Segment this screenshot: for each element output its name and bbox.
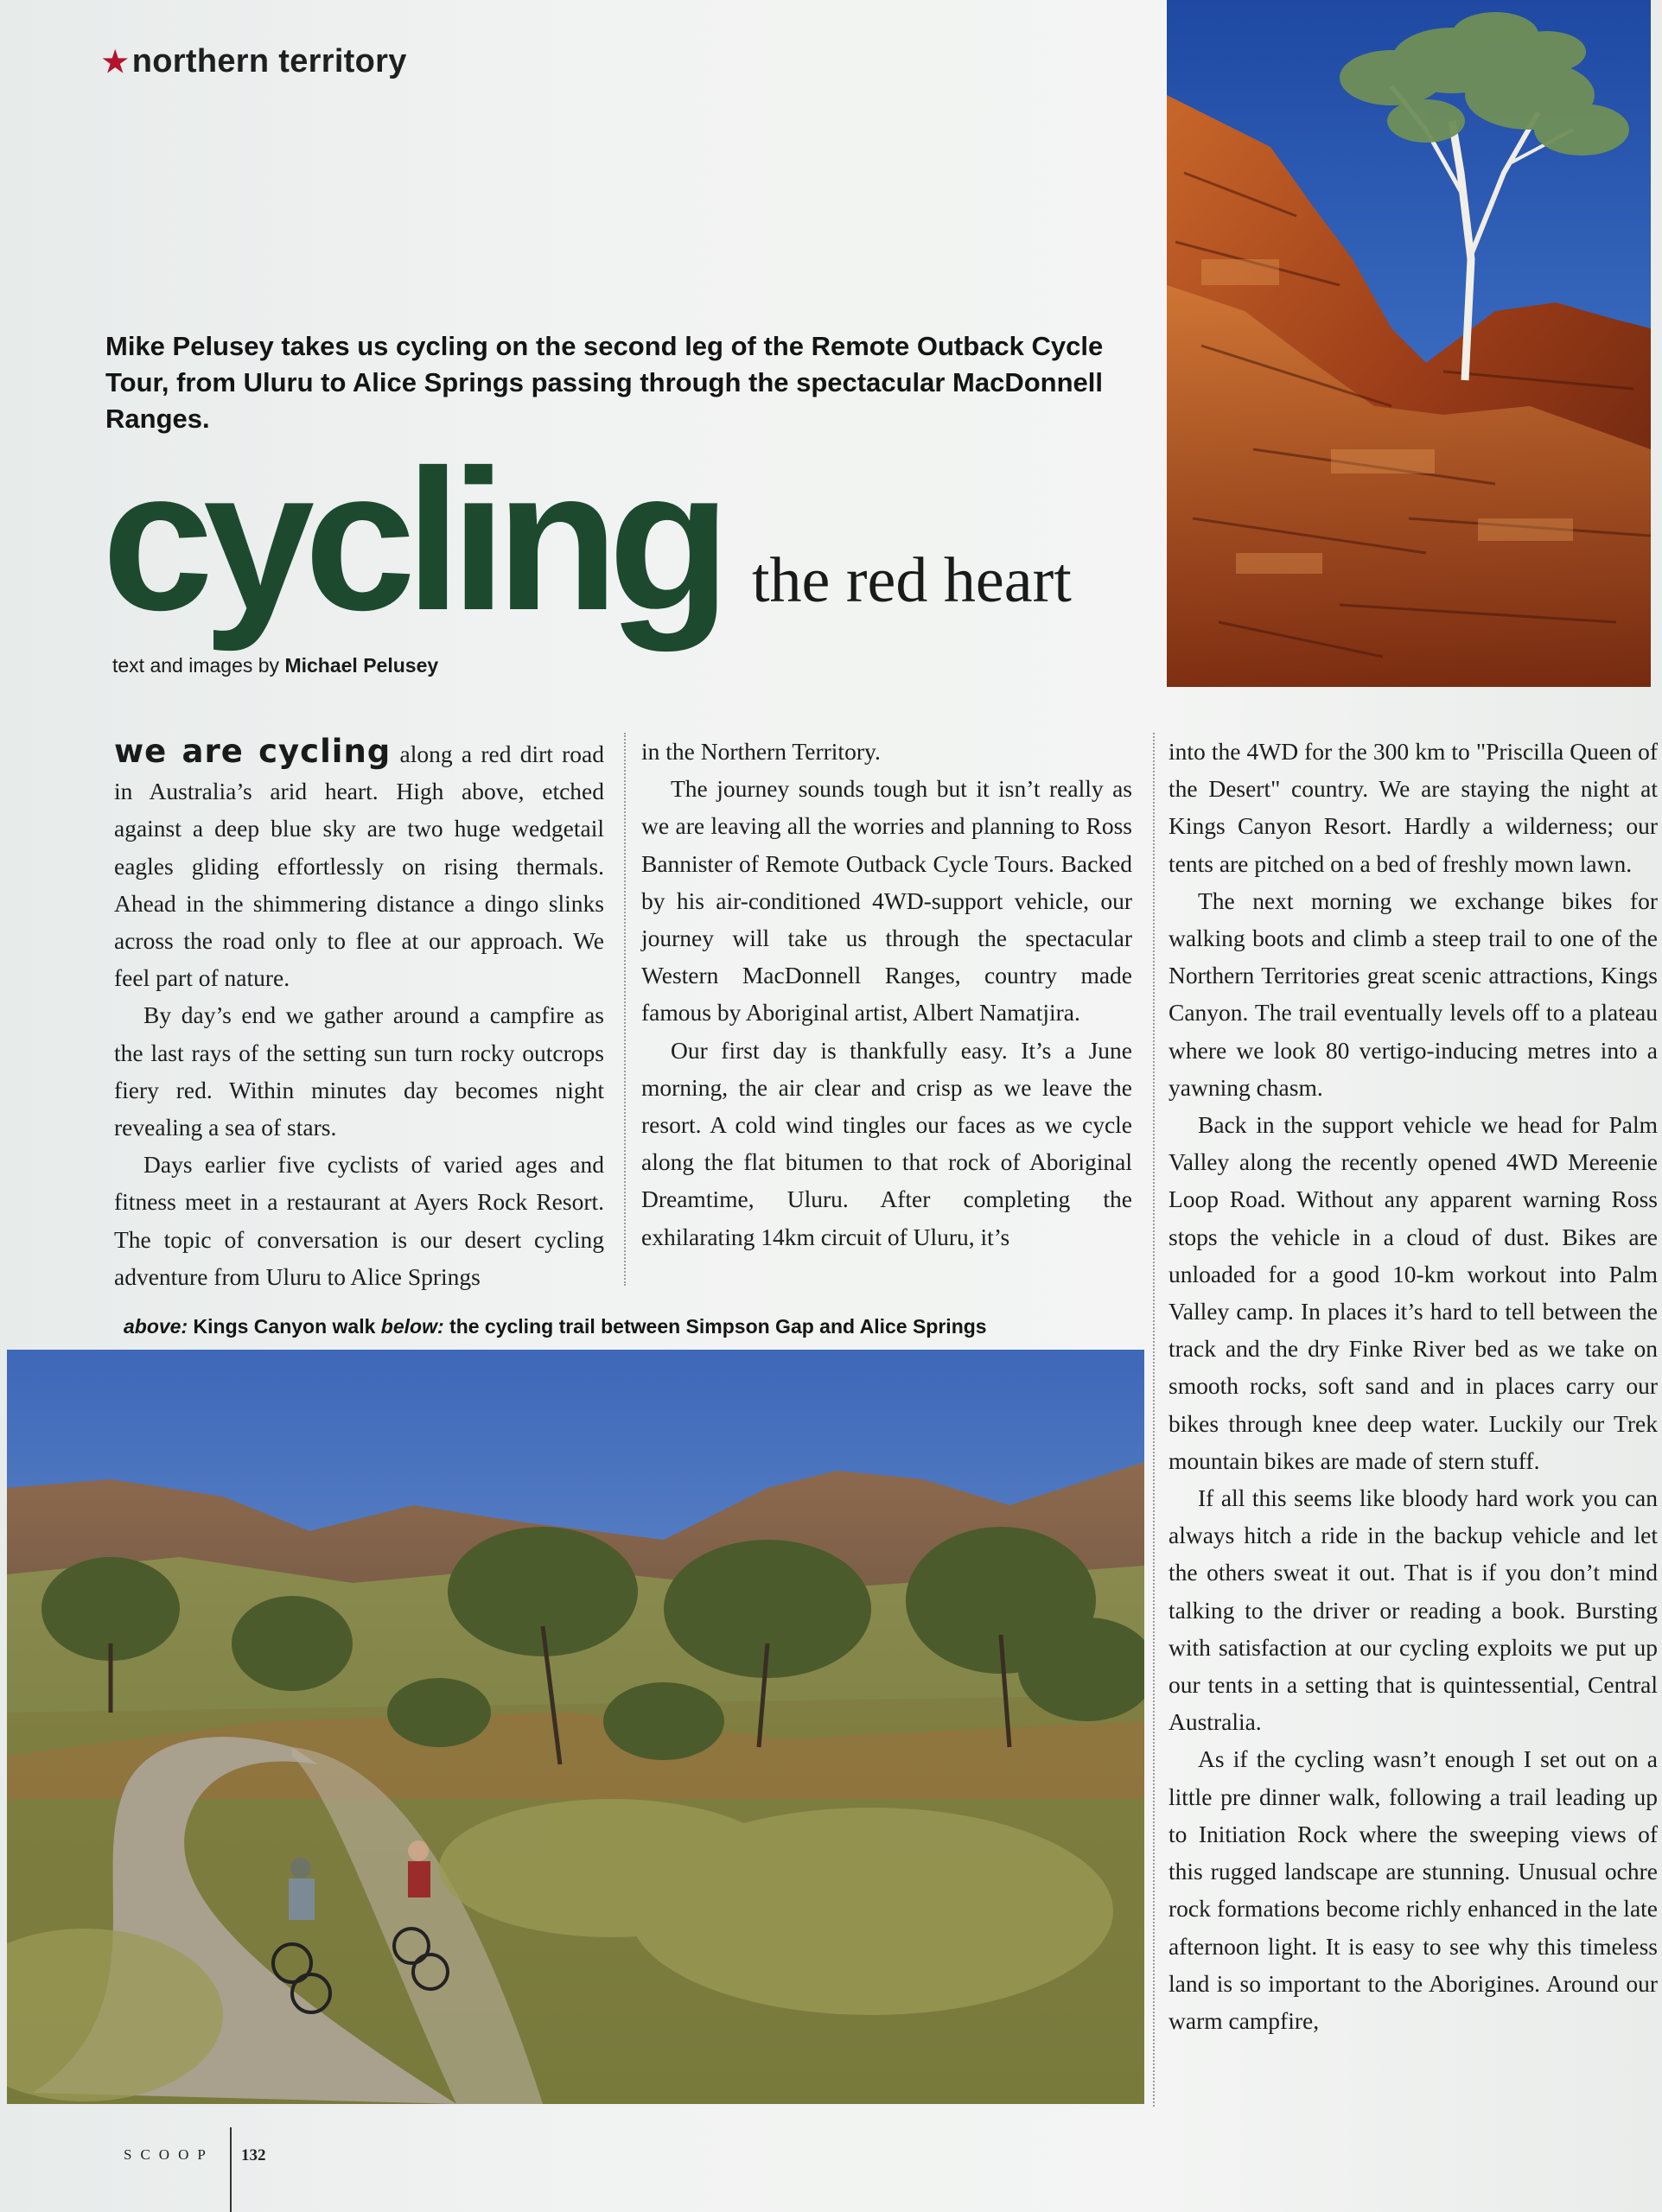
- photo-caption: above: Kings Canyon walk below: the cycling trail between Simpson Gap and Alice Springs: [124, 1315, 987, 1338]
- column-divider: [1153, 733, 1155, 2107]
- standfirst: Mike Pelusey takes us cycling on the second leg of the Remote Outback Cycle Tour, from Uluru to Alice Springs passing through the spectacular MacDonnell Ranges.: [105, 331, 1104, 434]
- byline-prefix: text and images by: [112, 654, 285, 677]
- article-paragraph: we are cycling along a red dirt road in Australia’s arid heart. High above, etched against a deep blue sky are two huge wedgetail eagles gliding effortlessly on rising thermals. Ahead in the shimmering distance a dingo slinks across the road only to flee at our approach. We feel part of nature.: [114, 733, 604, 992]
- byline-author: Michael Pelusey: [284, 654, 439, 677]
- cycling-trail-photo: [7, 1350, 1144, 2104]
- article-column-1: [114, 733, 604, 1295]
- article-paragraph: The journey sounds tough but it isn’t really as we are leaving all the worries and planning to Ross Bannister of Remote Outback Cycle Tours. Backed by his air-conditioned 4WD-support vehicle, our journey will take us through the spectacular Western MacDonnell Ranges, country made famous by Aboriginal artist, Albert Namatjira.: [641, 775, 1132, 1027]
- article-paragraph: As if the cycling wasn’t enough I set out on a little pre dinner walk, following a trail leading up to Initiation Rock where the sweeping views of this rugged landscape are stunning. Unusual ochre rock formations become richly enhanced in the late afternoon light. It is easy to see why this timeless land is so important to the Aborigines. Around our warm campfire,: [1168, 1745, 1658, 2034]
- article-paragraph: If all this seems like bloody hard work you can always hitch a ride in the backup vehicle and let the others sweat it out. That is if you don’t mind talking to the driver or reading a book. Bursting with satisfaction at our cycling exploits we put up our tents in a setting that is quintessential, Central Australia.: [1168, 1484, 1658, 1736]
- article-paragraph: in the Northern Territory.: [641, 738, 881, 765]
- article-paragraph: Days earlier five cyclists of varied ages and fitness meet in a restaurant at Ayers Rock Resort. The topic of conversation is our desert cycling adventure from Uluru to Alice Springs: [114, 1151, 604, 1290]
- headline-main: cycling: [102, 429, 721, 652]
- article-paragraph: The next morning we exchange bikes for walking boots and climb a steep trail to one of the Northern Territories great scenic attractions, Kings Canyon. The trail eventually levels off to a plateau where we look 80 vertigo-inducing metres into a yawning chasm.: [1168, 887, 1658, 1101]
- star-icon: ★: [102, 46, 129, 79]
- article-paragraph: into the 4WD for the 300 km to "Priscilla Queen of the Desert" country. We are staying the night at Kings Canyon Resort. Hardly a wilderness; our tents are pitched on a bed of freshly mown lawn.: [1168, 738, 1658, 877]
- magazine-name: SCOOP: [124, 2146, 214, 2163]
- section-tag: [102, 43, 407, 80]
- column-divider: [624, 733, 626, 1286]
- byline: [112, 654, 438, 677]
- lead-in: we are cycling: [114, 733, 392, 770]
- page-number: 132: [241, 2146, 266, 2164]
- article-paragraph: Our first day is thankfully easy. It’s a June morning, the air clear and crisp as we leave the resort. A cold wind tingles our faces as we cycle along the flat bitumen to that rock of Aboriginal Dreamtime, Uluru. After completing the exhilarating 14km circuit of Uluru, it’s: [641, 1036, 1132, 1250]
- article-column-3: [1168, 733, 1658, 2039]
- kings-canyon-photo: [1167, 0, 1651, 687]
- article-paragraph: By day’s end we gather around a campfire as the last rays of the setting sun turn rocky outcrops fiery red. Within minutes day becomes night revealing a sea of stars.: [114, 1001, 604, 1141]
- headline-sub: the red heart: [752, 545, 1072, 616]
- section-label: northern territory: [131, 43, 407, 79]
- article-paragraph: Back in the support vehicle we head for Palm Valley along the recently opened 4WD Mereenie Loop Road. Without any apparent warning Ross stops the vehicle in a cloud of dust. Bikes are unloaded for a good 10-km workout into Palm Valley camp. In places it’s hard to tell between the track and the dry Finke River bed as we take on smooth rocks, soft sand and in places carry our bikes through knee deep water. Luckily our Trek mountain bikes are made of stern stuff.: [1168, 1111, 1658, 1474]
- folio-divider: [230, 2127, 232, 2212]
- article-column-2: [641, 733, 1132, 1255]
